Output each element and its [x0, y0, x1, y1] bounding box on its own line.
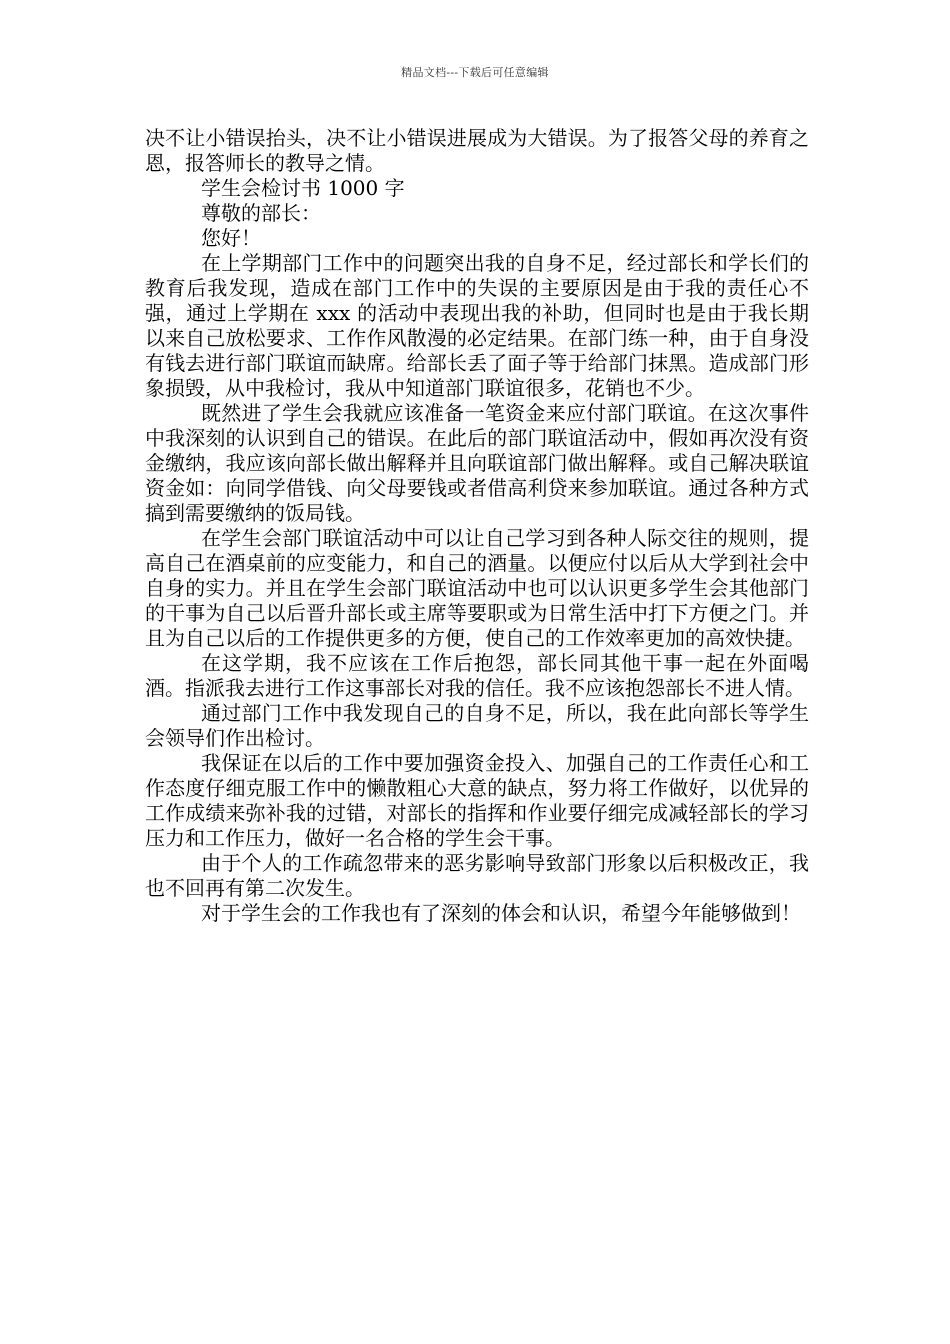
paragraph: 我保证在以后的工作中要加强资金投入、加强自己的工作责任心和工作态度仔细克服工作中的懒散粗心大意的缺点，努力将工作做好，以优异的工作成绩来弥补我的过错，对部长的指挥和作业要仔细完成减轻部长的学习压力和工作压力，做好一名合格的学生会干事。 — [145, 751, 809, 850]
paragraph: 在上学期部门工作中的问题突出我的自身不足，经过部长和学长们的教育后我发现，造成在部门工作中的失误的主要原因是由于我的责任心不强，通过上学期在 xxx 的活动中表现出我的补助，但同时也是由于我长期以来自己放松要求、工作作风散漫的必定结果。在部门练一种，由于自身没有钱去进行部门联谊而缺席。给部长丢了面子等于给部门抹黑。造成部门形象损毁，从中我检讨，我从中知道部门联谊很多，花销也不少。 — [145, 251, 809, 400]
paragraph: 既然进了学生会我就应该准备一笔资金来应付部门联谊。在这次事件中我深刻的认识到自己的错误。在此后的部门联谊活动中，假如再次没有资金缴纳，我应该向部长做出解释并且向联谊部门做出解释。或自己解决联谊资金如：向同学借钱、向父母要钱或者借高利贷来参加联谊。通过各种方式搞到需要缴纳的饭局钱。 — [145, 401, 809, 525]
paragraph: 对于学生会的工作我也有了深刻的体会和认识，希望今年能够做到！ — [201, 901, 801, 925]
greeting: 您好！ — [201, 226, 261, 250]
paragraph: 由于个人的工作疏忽带来的恶劣影响导致部门形象以后积极改正，我也不回再有第二次发生。 — [145, 851, 809, 900]
page-header: 精品文档---下载后可任意编辑 — [401, 66, 549, 79]
paragraph: 在学生会部门联谊活动中可以让自己学习到各种人际交往的规则，提高自己在酒桌前的应变能力，和自己的酒量。以便应付以后从大学到社会中自身的实力。并且在学生会部门联谊活动中也可以认识更多学生会其他部门的干事为自己以后晋升部长或主席等要职或为日常生活中打下方便之门。并且为自己以后的工作提供更多的方便，使自己的工作效率更加的高效快捷。 — [145, 526, 809, 650]
paragraph: 在这学期，我不应该在工作后抱怨，部长同其他干事一起在外面喝酒。指派我去进行工作这事部长对我的信任。我不应该抱怨部长不进人情。 — [145, 651, 809, 700]
document-title: 学生会检讨书 1000 字 — [201, 176, 405, 200]
salutation: 尊敬的部长： — [201, 201, 321, 225]
paragraph: 通过部门工作中我发现自己的自身不足，所以，我在此向部长等学生会领导们作出检讨。 — [145, 701, 809, 750]
paragraph-continuation: 决不让小错误抬头，决不让小错误进展成为大错误。为了报答父母的养育之恩，报答师长的教导之情。 — [145, 126, 809, 175]
document-body — [145, 126, 809, 926]
